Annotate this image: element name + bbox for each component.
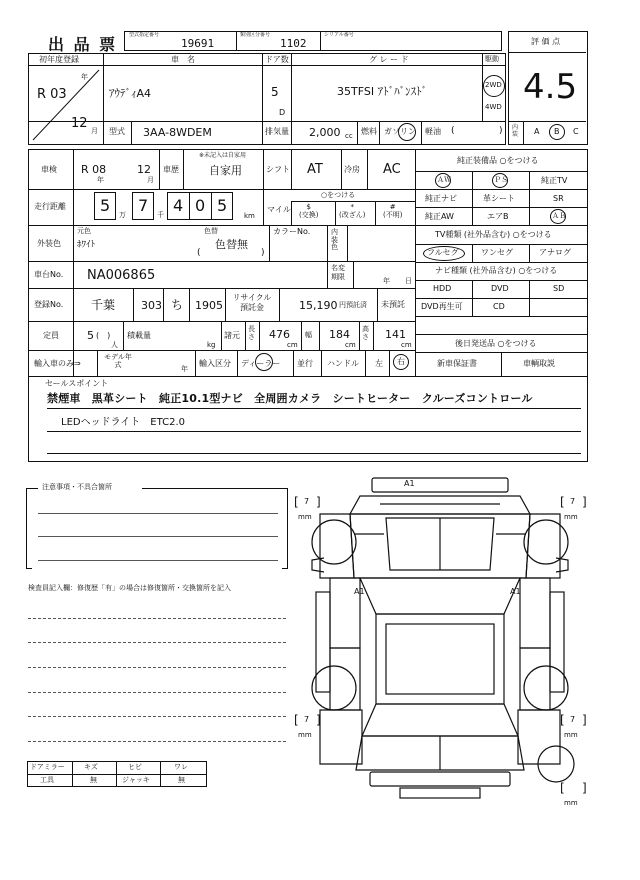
equip-airbag: エアB <box>487 212 509 221</box>
score-box <box>508 31 588 145</box>
year-suffix: 年 <box>81 73 88 81</box>
serial-label: シリアル番号 <box>324 32 354 38</box>
grade-label: グ レ ー ド <box>369 55 409 64</box>
reg-area: 千葉 <box>91 298 116 312</box>
car-diagram <box>290 474 590 814</box>
tread-mm: mm <box>298 513 312 521</box>
legend-jack-status: 無 <box>178 776 185 784</box>
caution-box <box>26 480 288 570</box>
later-warranty: 新車保証書 <box>437 359 477 368</box>
tread-value: 7 <box>304 715 310 724</box>
model-year-label: モデル年式 <box>104 353 132 370</box>
month-suffix: 月 <box>91 127 98 135</box>
roof <box>376 614 504 704</box>
height-value: 141 <box>385 328 406 341</box>
import-parallel: 並行 <box>297 359 313 368</box>
original-color: ﾎﾜｲﾄ <box>77 240 96 250</box>
vehicle-name: ｱｳﾃﾞｨA4 <box>109 87 152 100</box>
recycle-label: リサイクル預託金 <box>232 293 272 313</box>
aircon-value: AC <box>383 162 401 177</box>
capacity-unit: 人 <box>111 341 118 349</box>
rear-window <box>362 704 518 736</box>
mileage-digit-2: 7 <box>138 196 149 215</box>
mile-label: マイル <box>267 205 291 214</box>
capacity-label: 定員 <box>43 331 59 340</box>
height-label: 高さ <box>362 325 369 342</box>
vehicle-month: 12 <box>71 116 88 131</box>
width-label: 幅 <box>305 331 312 339</box>
displacement-label: 排気量 <box>265 127 289 136</box>
capacity-value: 5 <box>87 329 94 342</box>
mileage-digit-4: 0 <box>195 196 206 215</box>
reg-kana: ち <box>171 298 184 312</box>
color-shade-label: 色替 <box>204 227 218 235</box>
nav-dvd-play: DVD再生可 <box>421 302 463 311</box>
equipment-title: 純正装備品 ○をつける <box>457 156 539 165</box>
legend-scratch: キズ <box>84 763 98 771</box>
doors-value: 5 <box>271 85 279 99</box>
color-label: 外装色 <box>37 239 61 248</box>
chassis-value: NA006865 <box>87 268 156 283</box>
bracket-open: [ <box>560 781 565 795</box>
front-wheel-left <box>312 520 356 564</box>
sen-label: 千 <box>157 211 164 219</box>
interior-b: B <box>554 127 560 136</box>
legend-mirror: ドアミラー <box>30 763 65 771</box>
bracket-close: ] <box>316 495 321 509</box>
score-label: 評 価 点 <box>531 37 561 46</box>
first-reg-label: 初年度登録 <box>39 55 79 64</box>
width-value: 184 <box>329 328 350 341</box>
legend-crack: ヒビ <box>128 763 142 771</box>
history-label: 車歴 <box>163 165 179 174</box>
equip-navi: 純正ナビ <box>425 194 457 203</box>
tv-oneseg: ワンセグ <box>481 248 513 257</box>
title-change-day: 日 <box>405 277 412 285</box>
left-mark: A1 <box>354 587 365 596</box>
tread-mm: mm <box>564 731 578 739</box>
reg-class: 303 <box>141 299 162 312</box>
chassis-label: 車台No. <box>34 270 64 279</box>
drive-2wd: 2WD <box>485 81 502 89</box>
score-value: 4.5 <box>523 67 578 107</box>
header <box>26 31 586 54</box>
unknown-label: # (不明) <box>383 203 403 220</box>
tread-front-right <box>560 496 592 526</box>
rear-fender-left <box>320 710 362 764</box>
front-door-right <box>520 578 550 648</box>
windshield <box>360 578 520 614</box>
paren-left: ( <box>197 248 201 258</box>
rear-door-right <box>520 648 550 710</box>
displacement-value: 2,000 <box>309 126 341 139</box>
vehicle-year: R 03 <box>37 87 67 102</box>
fuel-paren-open: ( <box>451 126 455 136</box>
recycle-unpaid: 未預託 <box>381 300 405 309</box>
bracket-close: ] <box>582 495 587 509</box>
sales-line-1: 禁煙車 黒革シート 純正10.1型ナビ 全周囲カメラ シートヒーター クルーズコントロール <box>47 392 533 405</box>
equip-aw: ＡＷ <box>437 176 451 184</box>
rear-fender-right <box>518 710 560 764</box>
tv-analog: アナログ <box>539 248 571 257</box>
model-label: 型式 <box>109 127 125 136</box>
mileage-digit-5: 5 <box>217 196 228 215</box>
front-wheel-right <box>524 520 568 564</box>
type-approval-no: 19691 <box>181 37 215 50</box>
interior-a: A <box>534 127 540 136</box>
damage-legend <box>27 761 207 787</box>
handle-right: 右 <box>397 357 405 366</box>
doors-suffix: D <box>279 108 286 117</box>
bracket-open: [ <box>294 495 299 509</box>
original-color-label: 元色 <box>77 227 91 235</box>
bracket-close: ] <box>582 713 587 727</box>
mileage-digit-1: 5 <box>100 196 111 215</box>
rear-wheel-right <box>524 666 568 710</box>
load-label: 積載量 <box>127 331 151 340</box>
height-cm: cm <box>401 341 412 349</box>
inspection-year: R 08 <box>81 163 107 176</box>
model-year-suffix: 年 <box>181 365 188 373</box>
recycle-unit: 円預託済 <box>339 301 367 309</box>
vehicle-info-box <box>28 53 506 145</box>
circle-note: ○をつける <box>321 191 356 199</box>
bracket-open: [ <box>294 713 299 727</box>
import-type-label: 輸入区分 <box>199 359 231 368</box>
drive-label: 駆動 <box>485 55 499 63</box>
inspection-year-suffix: 年 <box>97 176 104 184</box>
import-circle <box>255 353 273 371</box>
nav-cd: CD <box>493 302 505 311</box>
title-change-year: 年 <box>383 277 390 285</box>
rear-bumper <box>370 772 510 786</box>
equip-tv: 純正TV <box>541 176 568 185</box>
man-label: 万 <box>119 211 126 219</box>
legend-tools-status: 無 <box>90 776 97 784</box>
fuel-paren-close: ) <box>499 126 503 136</box>
front-panel <box>350 496 530 514</box>
displacement-unit: cc <box>345 132 353 140</box>
load-unit: kg <box>207 341 216 349</box>
equip-ps: ＰＳ <box>494 176 508 184</box>
nav-title: ナビ種類 (社外品含む) ○をつける <box>435 266 558 275</box>
inspection-label: 車検 <box>41 165 57 174</box>
reg-no-label: 登録No. <box>34 300 64 309</box>
type-approval-label: 型式指定番号 <box>129 32 160 38</box>
mileage-digit-3: 4 <box>173 196 184 215</box>
equip-sr: SR <box>553 194 564 203</box>
sales-line-2: LEDヘッドライト ETC2.0 <box>61 417 186 428</box>
nav-dvd: DVD <box>491 284 509 293</box>
fuel-circle <box>398 123 416 141</box>
recycle-amount: 15,190 <box>299 299 338 312</box>
front-mark: A1 <box>404 479 415 488</box>
shift-value: AT <box>307 162 323 177</box>
later-manual: 車輌取説 <box>523 359 555 368</box>
tread-mm: mm <box>564 799 578 807</box>
inspector-label: 検査員記入欄：修復歴「有」の場合は修復箇所・交換箇所を記入 <box>28 584 231 592</box>
front-fender-right <box>526 514 560 578</box>
fuel-selected: ガソリン <box>384 127 416 136</box>
tread-mm: mm <box>564 513 578 521</box>
color-change: 色替無 <box>215 238 248 251</box>
length-label: 長さ <box>248 325 255 342</box>
tread-rear-left <box>294 714 326 744</box>
legend-jack: ジャッキ <box>122 776 150 784</box>
km-label: km <box>244 212 255 220</box>
equipment-panel <box>415 150 587 376</box>
exchange-label: $ (交換) <box>299 203 319 220</box>
capacity-paren: ( ) <box>96 331 111 340</box>
tv-fullseg: フルセグ <box>427 248 459 257</box>
paren-right: ) <box>261 248 265 258</box>
legend-break: ワレ <box>174 763 188 771</box>
category-label: 類別区分番号 <box>240 32 271 38</box>
aircon-label: 冷房 <box>344 165 360 174</box>
length-value: 476 <box>269 328 290 341</box>
bracket-close: ] <box>316 713 321 727</box>
tv-title: TV種類 (社外品含む) ○をつける <box>435 230 552 239</box>
import-dealer: ディーラー <box>241 359 281 368</box>
page-title: 出 品 票 <box>48 35 118 54</box>
history-note: ※未記入は自家用 <box>199 152 247 159</box>
inspector-lines <box>28 600 288 750</box>
tread-rear-right <box>560 714 592 744</box>
dims-label: 諸元 <box>224 331 240 340</box>
tread-value: 7 <box>304 497 310 506</box>
equip-genuine-aw: 純正AW <box>425 212 454 221</box>
reg-num: 1905 <box>195 299 223 312</box>
interior-c: C <box>573 127 579 136</box>
later-title: 後日発送品 ○をつける <box>455 339 537 348</box>
caution-label: 注意事項・不具合箇所 <box>42 483 112 491</box>
tread-mm: mm <box>298 731 312 739</box>
right-mark: A1 <box>510 587 521 596</box>
bracket-open: [ <box>560 495 565 509</box>
bracket-open: [ <box>560 713 565 727</box>
tread-value: 7 <box>570 497 576 506</box>
sales-label: セールスポイント <box>45 379 109 388</box>
tread-value: 7 <box>570 715 576 724</box>
vehicle-name-label: 車 名 <box>171 55 195 64</box>
category-no: 1102 <box>280 37 307 50</box>
grade-value: 35TFSI ｱﾄﾞﾊﾞﾝｽﾄﾞ <box>337 85 428 98</box>
tread-front-left <box>294 496 326 526</box>
fuel-label: 燃料 <box>361 127 377 136</box>
mileage-label: 走行距離 <box>34 202 66 211</box>
nav-sd: SD <box>553 284 565 293</box>
model-value: 3AA-8WDEM <box>143 126 212 139</box>
diesel-label: 軽油 <box>425 127 441 136</box>
import-label: 輸入車のみ⇒ <box>34 359 81 368</box>
rear-wheel-left <box>312 666 356 710</box>
color-no-label: カラーNo. <box>273 227 311 236</box>
width-cm: cm <box>345 341 356 349</box>
history-value: 自家用 <box>209 164 242 177</box>
inspection-month: 12 <box>137 163 151 176</box>
bracket-close: ] <box>582 781 587 795</box>
doors-label: ドア数 <box>265 55 289 64</box>
shift-label: シフト <box>266 165 290 174</box>
rear-door-left <box>330 648 360 710</box>
title-change-label: 名変期限 <box>331 264 345 282</box>
handle-left: 左 <box>375 359 383 368</box>
drive-4wd: 4WD <box>485 103 502 111</box>
equip-leather: 革シート <box>483 194 515 203</box>
equip-ab: ＡＢ <box>552 212 566 220</box>
inspection-month-suffix: 月 <box>147 176 154 184</box>
front-bumper <box>372 478 508 492</box>
interior-color-label: 内装色 <box>331 228 338 252</box>
details-box <box>28 149 588 462</box>
interior-label: 内装 <box>512 124 519 138</box>
legend-tools: 工具 <box>40 776 54 784</box>
tread-spare <box>560 782 592 812</box>
tampered-label: * (改ざん) <box>339 203 366 220</box>
handle-label: ハンドル <box>327 359 359 368</box>
nav-hdd: HDD <box>433 284 452 293</box>
length-cm: cm <box>287 341 298 349</box>
